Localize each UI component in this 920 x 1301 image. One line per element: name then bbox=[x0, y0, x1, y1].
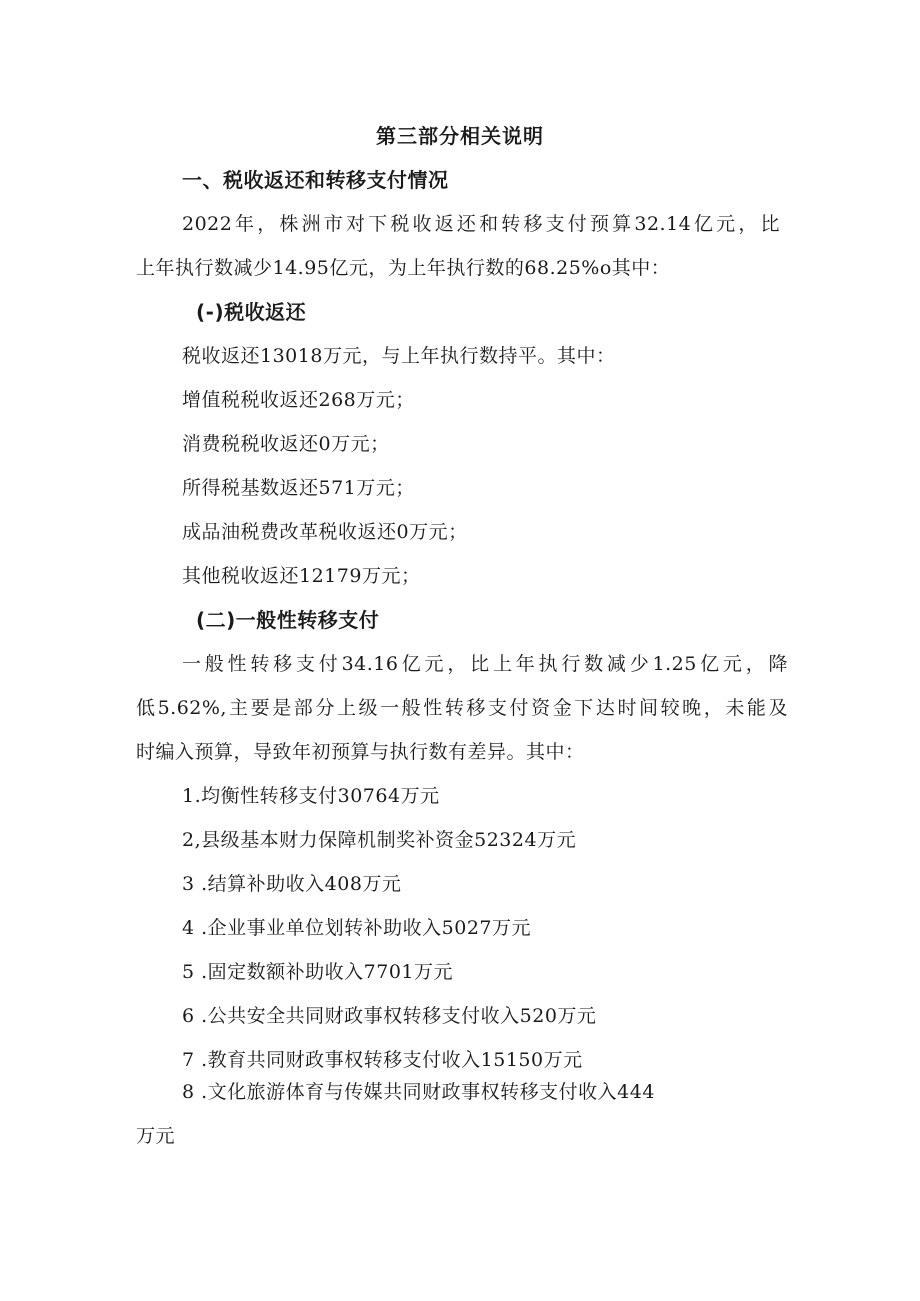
list-item: 4 .企业事业单位划转补助收入5027万元 bbox=[182, 917, 532, 939]
list-item: 3 .结算补助收入408万元 bbox=[182, 873, 402, 895]
intro-line-2: 上年执行数减少14.95亿元，为上年执行数的68.25%o其中： bbox=[136, 257, 671, 279]
sub2-heading: (二)一般性转移支付 bbox=[196, 608, 380, 632]
intro-line-1: 2022年，株洲市对下税收返还和转移支付预算32.14亿元，比 bbox=[182, 213, 780, 235]
list-item: 7 .教育共同财政事权转移支付收入15150万元 bbox=[182, 1049, 583, 1071]
sub2-para-line-1: 一般性转移支付34.16亿元，比上年执行数减少1.25亿元，降 bbox=[182, 653, 788, 675]
list-item: 5 .固定数额补助收入7701万元 bbox=[182, 961, 454, 983]
list-item: 2,县级基本财力保障机制奖补资金52324万元 bbox=[182, 829, 577, 851]
sub1-heading: (-)税收返还 bbox=[196, 300, 307, 324]
list-item: 8 .文化旅游体育与传媒共同财政事权转移支付收入444 bbox=[182, 1081, 655, 1103]
list-item: 1.均衡性转移支付30764万元 bbox=[182, 785, 440, 807]
sub1-line: 所得税基数返还571万元； bbox=[182, 477, 415, 499]
sub1-line: 其他税收返还12179万元； bbox=[182, 565, 421, 587]
sub2-para-line-3: 时编入预算，导致年初预算与执行数有差异。其中： bbox=[136, 741, 585, 763]
sub1-line: 税收返还13018万元，与上年执行数持平。其中： bbox=[182, 345, 616, 367]
section1-heading: 一、税收返还和转移支付情况 bbox=[182, 168, 449, 192]
sub1-line: 成品油税费改革税收返还0万元； bbox=[182, 521, 468, 543]
sub1-line: 增值税税收返还268万元； bbox=[182, 389, 415, 411]
sub1-line: 消费税税收返还0万元； bbox=[182, 433, 390, 455]
list-item-continuation: 万元 bbox=[136, 1125, 176, 1147]
page-title: 第三部分相关说明 bbox=[376, 124, 544, 148]
sub2-para-line-2: 低5.62%,主要是部分上级一般性转移支付资金下达时间较晚，未能及 bbox=[136, 697, 788, 719]
list-item: 6 .公共安全共同财政事权转移支付收入520万元 bbox=[182, 1005, 597, 1027]
